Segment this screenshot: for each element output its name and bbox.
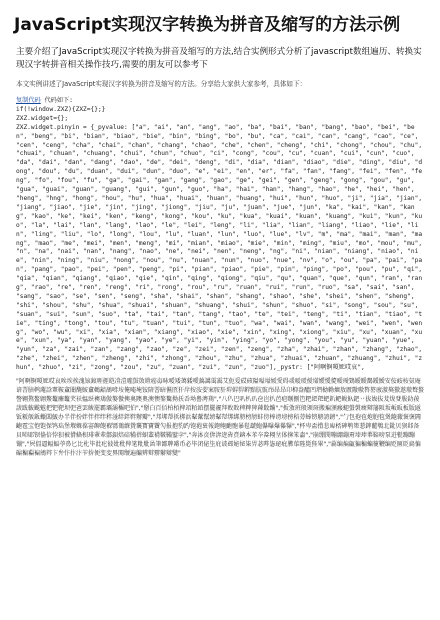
article-summary: 主要介绍了JavaScript实现汉字转换为拼音及缩写的方法,结合实例形式分析了javascript数组遍历、转换实现汉字转拼音相关操作技巧,需要的朋友可以参考下 [16,47,422,70]
page-title: JavaScript实现汉字转换为拼音及缩写的方法示例 [14,15,401,35]
code-line: ZXZ.widget={}; [16,114,69,122]
copy-code-link[interactable]: 复制代码 [16,97,41,104]
code-block [16,97,424,373]
code-line: ZXZ.widget.pinyin = {_pyvalue: ["a", "ai", "an", "ang", "ao", "ba", "bai", "ban", "bang", "bao", "bei", "ben", "beng", "bi", "bian", "biao", "bie", "bin", "bing", "bo", "bu", "ca", "cai", "can", "cang", "cao", "ce", "cen", "ceng", "cha", "chai", "chan", "chang", "chao", "che", "chen", "cheng", "chi", "chong", "chou", "chu", "chuai", "chuan", "chuang", "chui", "chun", "chuo", "ci", "cong", "cou", "cu", "cuan", "cui", "cun", "cuo", "da", "dai", "dan", "dang", "dao", "de", "dei", "deng", "di", "dia", "dian", "diao", "die", "ding", "diu", "dong", "dou", "du", "duan", "dui", "dun", "duo", "e", "ei", "en", "er", "fa", "fan", "fang", "fei", "fen", "feng", "fo", "fou", "fu", "ga", "gai", "gan", "gang", "gao", "ge", "gei", "gen", "geng", "gong", "gou", "gu", "gua", "guai", "guan", "guang", "gui", "gun", "guo", "ha", "hai", "han", "hang", "hao", "he", "hei", "hen", "heng", "hng", "hong", "hou", "hu", "hua", "huai", "huan", "huang", "hui", "hun", "huo", "ji", "jia", "jian", "jiang", "jiao", "jie", "jin", "jing", "jiong", "jiu", "ju", "juan", "jue", "jun", "ka", "kai", "kan", "kang", "kao", "ke", "kei", "ken", "keng", "kong", "kou", "ku", "kua", "kuai", "kuan", "kuang", "kui", "kun", "kuo", "la", "lai", "lan", "lang", "lao", "le", "lei", "leng", "li", "lia", "lian", "liang", "liao", "lie", "lin", "ling", "liu", "lo", "long", "lou", "lu", "luan", "lun", "luo", "lue", "lv", "m", "ma", "mai", "man", "mang", "mao", "me", "mei", "men", "meng", "mi", "mian", "miao", "mie", "min", "ming", "miu", "mo", "mou", "mu", "n", "na", "nai", "nan", "nang", "nao", "ne", "nei", "nen", "neng", "ng", "ni", "nian", "niang", "niao", "nie", "nin", "ning", "niu", "nong", "nou", "nu", "nuan", "nun", "nuo", "nue", "nv", "o", "ou", "pa", "pai", "pan", "pang", "pao", "pei", "pen", "peng", "pi", "pian", "piao", "pie", "pin", "ping", "po", "pou", "pu", "qi", "qia", "qian", "qiang", "qiao", "qie", "qin", "qing", "qiong", "qiu", "qu", "quan", "que", "qun", "ran", "rang", "rao", "re", "ren", "reng", "ri", "rong", "rou", "ru", "ruan", "rui", "run", "ruo", "sa", "sai", "san", "sang", "sao", "se", "sen", "seng", "sha", "shai", "shan", "shang", "shao", "she", "shei", "shen", "sheng", "shi", "shou", "shu", "shua", "shuai", "shuan", "shuang", "shui", "shun", "shuo", "si", "song", "sou", "su", "suan", "sui", "sun", "suo", "ta", "tai", "tan", "tang", "tao", "te", "tei", "teng", "ti", "tian", "tiao", "tie", "ting", "tong", "tou", "tu", "tuan", "tui", "tun", "tuo", "wa", "wai", "wan", "wang", "wei", "wen", "weng", "wo", "wu", "xi", "xia", "xian", "xiang", "xiao", "xie", "xin", "xing", "xiong", "xiu", "xu", "xuan", "xue", "xun", "ya", "yan", "yang", "yao", "ye", "yi", "yin", "ying", "yo", "yong", "you", "yu", "yuan", "yue", "yun", "za", "zai", "zan", "zang", "zao", "ze", "zei", "zen", "zeng", "zha", "zhai", "zhan", "zhang", "zhao", "zhe", "zhei", "zhen", "zheng", "zhi", "zhong", "zhou", "zhu", "zhua", "zhuai", "zhuan", "zhuang", "zhui", "zhun", "zhuo", "zi", "zong", "zou", "zu", "zuan", "zui", "zun", "zuo"],_pystr: ["阿啊锕嗄厑哎哀", [16,123,423,372]
code-label: 代码如下: [40,97,73,104]
code-line: if(!window.ZXZ){ZXZ={};} [16,105,106,113]
article [10,0,430,458]
code-header [16,97,424,106]
article-intro: 本文实例讲述了JavaScript实现汉字转换为拼音及缩写的方法。分享给大家供大家参考，具体如下： [16,80,307,88]
pinyin-character-table: "阿啊锕嗄厑哎哀唉埃挨溾锿鎄啀捱皑凒溰嘊敱敳皚癌毐昹嗳矮蔼躷噯藹譪霭靄艾伌爱砹硋隘嗌塧嫒愛碍叆暧瑷僾壒嬡懓薆曖璦鴱皧瞹馤鑀鱫安侒峖桉氨庵谙萻腤鹌蓭誝鞌鞍盦闇馣鮟盫鵪韽鶕啽垵俺唵埯铵隌罯暗儑匼犴岸按洝荌案胺豻堓婩貋錌黯肮骯岇昂昻卬枊盎醠凹垇柪軪爊敖厫隞嗷嗸嶅廒滶獒獓遨璈聱螯謷翱鷔鳌翶鰲鼇鏖鼇芺袄媪镺襖鴁傲嫯慠擙奥隩奧澳懊鏊驁拗扷岙坳嶴澚鴹","八仈巴叭朳玐夿岜扒芭疤哵捌笆粑紦羓蚆釟鲃鲅魞鈀丷拔妭抜茇炦癹胈釛菝詙跋軷颰魃把钯靶坝弝爸罢鲅罷霸壩灞欛吧伯","掰白百佰柏栢捭竡粨絔摆擺襬拜败敗稗粺猈薭贁韛","扳攽班般颁斑搬斒頒瘢螁螌褩癍辬籓阪坂岅昄板版瓪钣粄舨鈑蝂闆魬办半伴扮姅怑拌绊秚湴絆鉡靽辦瓣","邦垹帮捠梆浜鞤幚幫縍鞤幇绑綁膀榜牓蚌傍棒谤塝搒稖蒡蜯镑艕謗鎊","勹包孢苞炮胞笣煲龅蕔褒襃闁齙雹宝怉饱保鸨珤堡堢媬葆寚飹飽褓駂鳵緥賲藵寳寶靌勽报抱豹趵铇菢袌報鉋鲍靤骲暴髱虣鮑儤曝爆忁犦","杯卑盃揹悲庳桮碑鹎箄蕜錍藣鵯北鉳贝狈邶备貝昁郥钡俻倍悖狽被偝偹梖琲軰辈鄁鋇焙碚犕蓓蛽輩褙鞁鞴鐾孛","奔泍贲倴渀逩犇賁錛本苯夲畚翉坌体捹笨楍","崩绷閍嘣綳繃甭埲琫菶鞛嗙泵迸甏蹦蹦镚","屄偪逼鲾鰏荸鼻匕比朼毕沘疕彼妣秕俾笔粃舭啚筆鄙聛觱币必毕闭佖坒庇诐邲妼怭枈畀苾哔毖珌疪胇荜陛毙狴畢","萹编煸甂猵稨蝙箯鞭编贬匾貶扁惼碥稨藊褊鴘辡卞弁忭抃汴苄拚便变変昪閞缏遍艑辨辩辧辮辯變" [16,378,425,458]
